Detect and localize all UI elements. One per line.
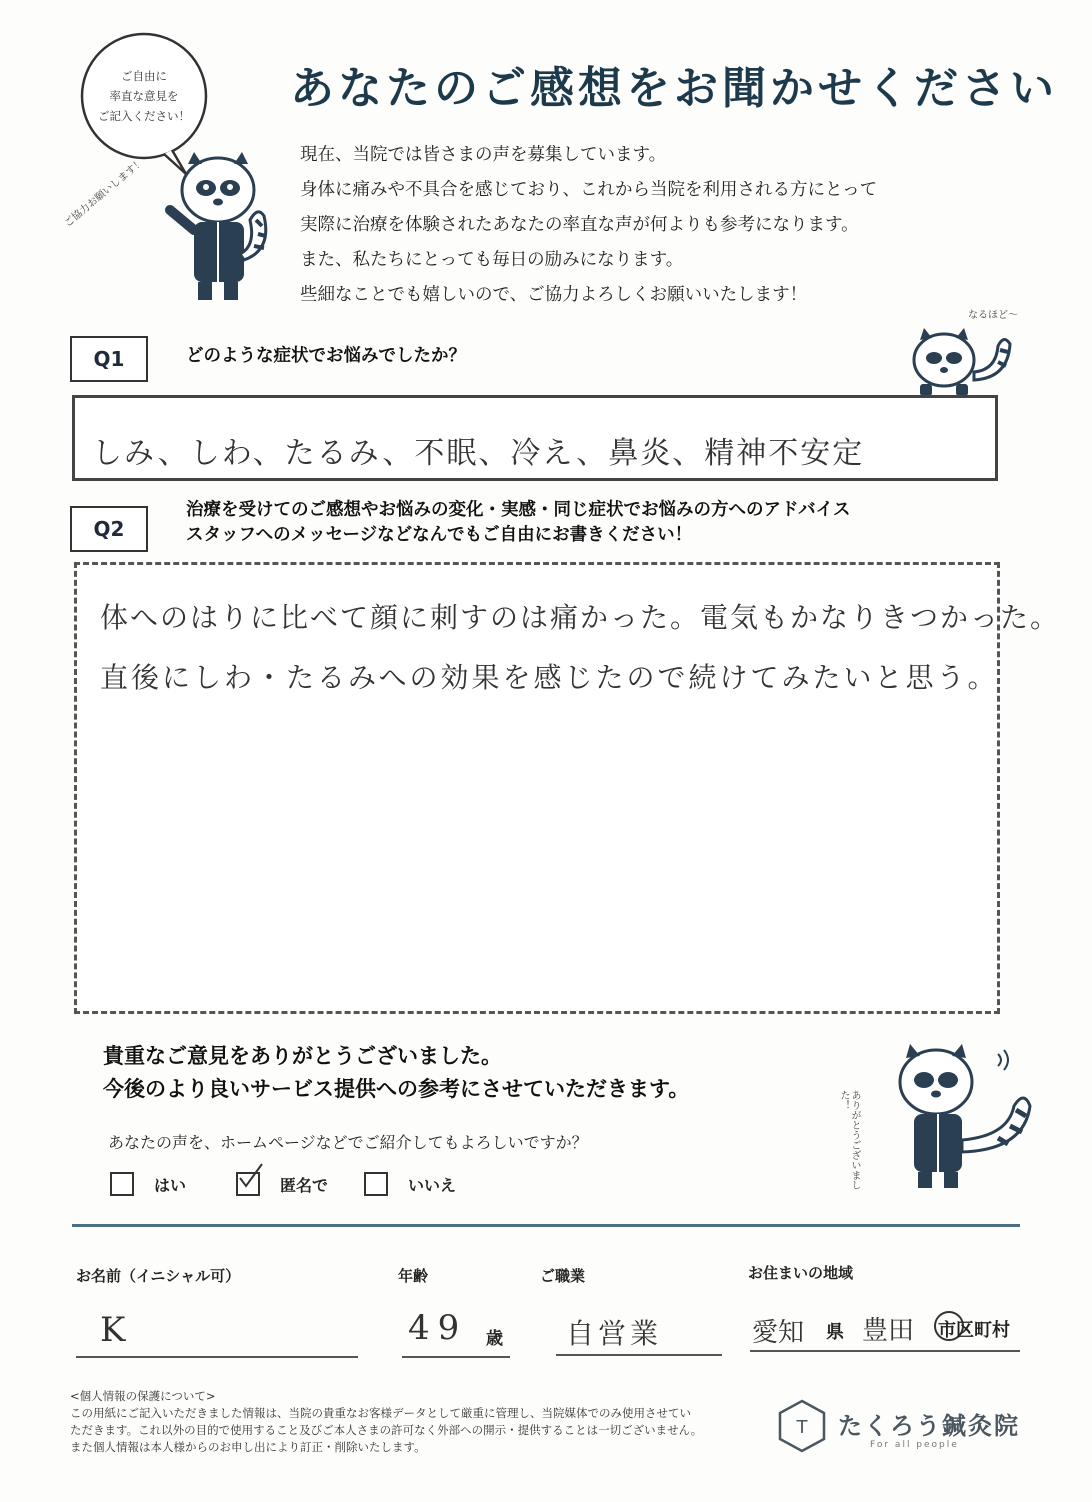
q1-tag: Q1 <box>70 336 148 382</box>
q2-answer-line-2: 直後にしわ・たるみへの効果を感じたので続けてみたいと思う。 <box>100 661 999 694</box>
prefecture-unit: 県 <box>826 1322 844 1343</box>
prefecture-value[interactable]: 愛知 <box>752 1318 805 1348</box>
speech-bubble-text: ご自由に 率直な意見を ご記入ください！ <box>98 69 190 123</box>
consent-question: あなたの声を、ホームページなどでご紹介してもよろしいですか？ <box>108 1133 588 1152</box>
mascot-note-naruhodo: なるほど〜 <box>968 310 1018 321</box>
page-title: あなたのご感想をお聞かせください <box>290 63 1058 114</box>
section-divider <box>72 1224 1020 1227</box>
area-underline <box>750 1350 1020 1352</box>
city-value[interactable]: 豊田 <box>862 1316 915 1346</box>
clinic-logo-icon <box>776 1398 828 1454</box>
option-yes[interactable]: はい <box>110 1172 186 1196</box>
thanks-message: 貴重なご意見をありがとうございました。 今後のより良いサービス提供への参考にさせていただきます。 <box>103 1044 690 1101</box>
mascot-note-thanks-request: ご協力お願いします！ <box>62 156 147 230</box>
name-label: お名前（イニシャル可） <box>76 1267 241 1285</box>
area-label: お住まいの地域 <box>748 1264 854 1282</box>
checkbox-anonymous[interactable] <box>236 1172 260 1196</box>
option-anonymous[interactable]: 匿名で <box>236 1172 328 1196</box>
logo-mark: T <box>796 1417 808 1438</box>
raccoon-peeking-icon <box>900 320 1030 400</box>
raccoon-thanks-icon <box>880 1040 1040 1200</box>
job-value[interactable]: 自営業 <box>566 1317 663 1350</box>
intro-text: 現在、当院では皆さまの声を募集しています。 身体に痛みや不具合を感じており、これから当院を利用される方にとって 実際に治療を体験されたあなたの率直な声が何よりも参考になります。 また、私たちにとっても毎日の励みになります。 些細なことでも嬉しいので、ご協力よろしくお願いいたします！ <box>300 145 878 305</box>
q2-answer-line-1: 体へのはりに比べて顔に刺すのは痛かった。電気もかなりきつかった。 <box>100 601 1061 634</box>
clinic-tagline: For all people <box>870 1440 959 1450</box>
check-mark-icon <box>236 1162 266 1192</box>
age-underline <box>402 1356 510 1358</box>
job-underline <box>556 1354 722 1356</box>
option-no[interactable]: いいえ <box>364 1172 456 1196</box>
q2-question: 治療を受けてのご感想やお悩みの変化・実感・同じ症状でお悩みの方へのアドバイス スタッフへのメッセージなどなんでもご自由にお書きください！ <box>186 500 851 545</box>
job-label: ご職業 <box>540 1267 586 1285</box>
privacy-notice: <個人情報の保護について> この用紙にご記入いただきました情報は、当院の貴重なお客様データとして厳重に管理し、当院媒体でのみ使用させてい ただきます。これ以外の目的で使用すること及びご本人さまの許可なく外部への開示・提供することは一切ございません。 また個人情報は本人様からのお申し出により訂正・削除いたします。 <box>70 1389 703 1454</box>
q1-answer-text: しみ、しわ、たるみ、不眠、冷え、鼻炎、精神不安定 <box>92 436 865 471</box>
checkbox-no[interactable] <box>364 1172 388 1196</box>
raccoon-mascot-icon <box>160 150 280 310</box>
name-underline <box>76 1356 358 1358</box>
q1-question: どのような症状でお悩みでしたか？ <box>186 346 466 366</box>
q2-tag: Q2 <box>70 506 148 552</box>
clinic-name: たくろう鍼灸院 <box>838 1412 1020 1440</box>
age-label: 年齢 <box>398 1267 429 1285</box>
age-value[interactable]: 49 <box>408 1308 468 1348</box>
checkbox-yes[interactable] <box>110 1172 134 1196</box>
mascot-note-arigatou: ありがとうございました！ <box>838 1090 860 1190</box>
age-unit: 歳 <box>486 1329 503 1349</box>
city-units: 市区町村 <box>938 1320 1010 1341</box>
name-value[interactable]: K <box>100 1310 126 1350</box>
